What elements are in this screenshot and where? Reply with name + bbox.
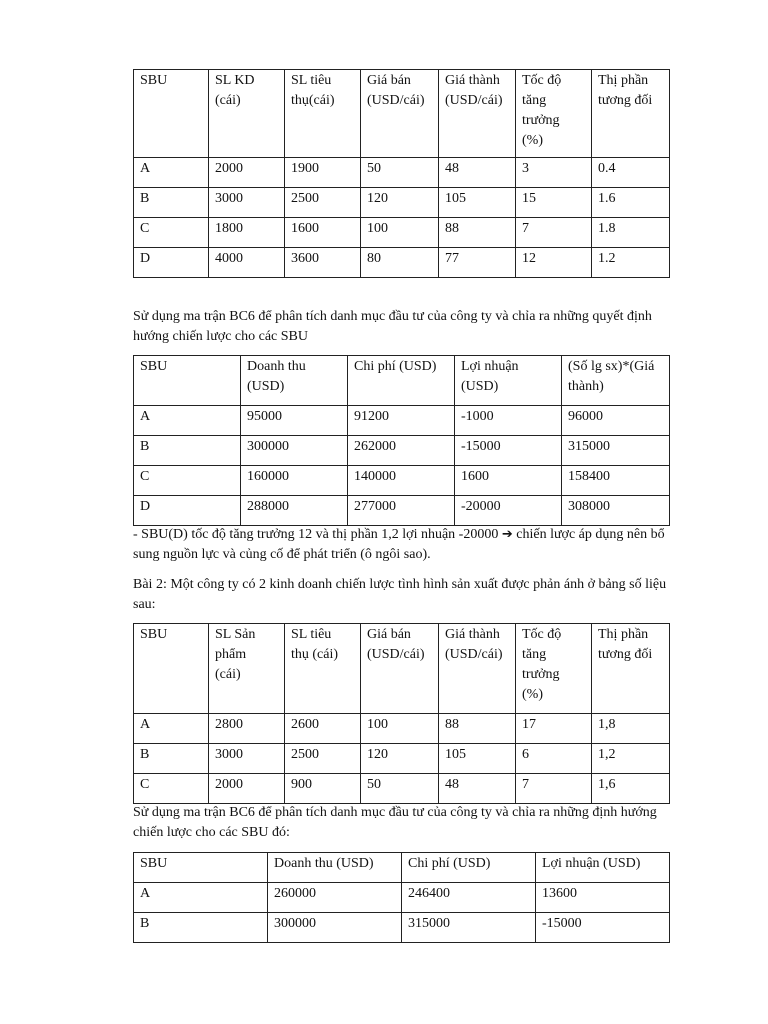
table-cell: 158400 (562, 466, 670, 496)
table-cell: 308000 (562, 496, 670, 526)
header-cell: Chi phí (USD) (348, 356, 455, 406)
table-cell: C (134, 218, 209, 248)
table-cell: 246400 (402, 883, 536, 913)
table-cell: A (134, 714, 209, 744)
table-cell: 12 (516, 248, 592, 278)
table-cell: 3000 (209, 744, 285, 774)
header-cell: SBU (134, 70, 209, 158)
table-cell: 300000 (268, 913, 402, 943)
table-cell: -15000 (455, 436, 562, 466)
table-cell: 2800 (209, 714, 285, 744)
table-cell: 315000 (402, 913, 536, 943)
table-cell: 1600 (455, 466, 562, 496)
table-cell: B (134, 188, 209, 218)
table-cell: B (134, 436, 241, 466)
table-cell: 140000 (348, 466, 455, 496)
table-cell: 80 (361, 248, 439, 278)
table-cell: 0.4 (592, 158, 670, 188)
header-cell: Thị phần tương đối (592, 70, 670, 158)
sbu-financial-table-2 (133, 852, 670, 943)
table-row (134, 714, 670, 744)
table-cell: 7 (516, 218, 592, 248)
table-cell: D (134, 248, 209, 278)
header-cell: Giá thành (USD/cái) (439, 70, 516, 158)
table-header-row (134, 853, 670, 883)
table-cell: 1,6 (592, 774, 670, 804)
table-cell: 50 (361, 774, 439, 804)
table-cell: 96000 (562, 406, 670, 436)
table-cell: 1900 (285, 158, 361, 188)
header-cell: SBU (134, 356, 241, 406)
table-cell: 120 (361, 188, 439, 218)
table-cell: 105 (439, 188, 516, 218)
table-row (134, 744, 670, 774)
header-cell: Tốc độ tăng trưởng (%) (516, 624, 592, 714)
table-cell: 1600 (285, 218, 361, 248)
table-row (134, 188, 670, 218)
header-cell: SBU (134, 624, 209, 714)
header-cell: SL KD (cái) (209, 70, 285, 158)
table-row (134, 913, 670, 943)
table-cell: 2500 (285, 744, 361, 774)
table-cell: A (134, 406, 241, 436)
table-cell: -1000 (455, 406, 562, 436)
note-text-continued: chiến lược áp dụng nên bổ sung nguồn lực và củng cố để phát triển (ô ngôi sao). (133, 527, 665, 562)
header-cell: Tốc độ tăng trưởng (%) (516, 70, 592, 158)
paragraph-exercise-2: Bài 2: Một công ty có 2 kinh doanh chiến lược tình hình sản xuất được phản ánh ở bảng số liệu sau: (133, 577, 667, 612)
header-cell: Doanh thu (USD) (241, 356, 348, 406)
sbu-financial-table-1 (133, 355, 670, 526)
table-row (134, 406, 670, 436)
header-cell: Lợi nhuận (USD) (455, 356, 562, 406)
table-cell: 77 (439, 248, 516, 278)
header-cell: SL Sản phẩm (cái) (209, 624, 285, 714)
table-cell: A (134, 158, 209, 188)
table-cell: 6 (516, 744, 592, 774)
table-cell: 300000 (241, 436, 348, 466)
table-cell: 1,2 (592, 744, 670, 774)
table-cell: 1,8 (592, 714, 670, 744)
table-header-row (134, 70, 670, 158)
table-cell: C (134, 466, 241, 496)
table-cell: 48 (439, 158, 516, 188)
header-cell: Chi phí (USD) (402, 853, 536, 883)
table-cell: -20000 (455, 496, 562, 526)
table-cell: 105 (439, 744, 516, 774)
table-cell: 2600 (285, 714, 361, 744)
table-cell: 50 (361, 158, 439, 188)
table-row (134, 248, 670, 278)
table-cell: 315000 (562, 436, 670, 466)
table-cell: 1800 (209, 218, 285, 248)
table-header-row (134, 624, 670, 714)
table-cell: 88 (439, 218, 516, 248)
paragraph-bc6-instruction-2: Sử dụng ma trận BC6 để phân tích danh mục đầu tư của công ty và chỉa ra những định hướng chiến lược cho các SBU đó: (133, 805, 657, 840)
table-cell: 13600 (536, 883, 670, 913)
table-cell: 3000 (209, 188, 285, 218)
table-row (134, 436, 670, 466)
table-cell: 15 (516, 188, 592, 218)
table-cell: 900 (285, 774, 361, 804)
table-cell: 1.6 (592, 188, 670, 218)
note-text: - SBU(D) tốc độ tăng trưởng 12 và thị phần 1,2 lợi nhuận -20000 (133, 527, 502, 542)
table-row (134, 774, 670, 804)
table-cell: 2500 (285, 188, 361, 218)
table-cell: 3600 (285, 248, 361, 278)
table-cell: 95000 (241, 406, 348, 436)
header-cell: SL tiêu thụ(cái) (285, 70, 361, 158)
header-cell: Thị phần tương đối (592, 624, 670, 714)
sbu-production-table-1 (133, 69, 670, 278)
header-cell: SBU (134, 853, 268, 883)
table-cell: 120 (361, 744, 439, 774)
table-cell: A (134, 883, 268, 913)
header-cell: (Số lg sx)*(Giá thành) (562, 356, 670, 406)
table-cell: B (134, 913, 268, 943)
table-row (134, 466, 670, 496)
table-row (134, 496, 670, 526)
table-cell: 100 (361, 714, 439, 744)
table-cell: D (134, 496, 241, 526)
table-cell: 262000 (348, 436, 455, 466)
table-cell: 48 (439, 774, 516, 804)
table-cell: 7 (516, 774, 592, 804)
analysis-note (133, 525, 673, 565)
table-cell: B (134, 744, 209, 774)
table-row (134, 158, 670, 188)
header-cell: Giá thành (USD/cái) (439, 624, 516, 714)
table-cell: 288000 (241, 496, 348, 526)
header-cell: Giá bán (USD/cái) (361, 624, 439, 714)
table-cell: 2000 (209, 158, 285, 188)
table-cell: 1.2 (592, 248, 670, 278)
table-header-row (134, 356, 670, 406)
table-cell: 2000 (209, 774, 285, 804)
table-cell: 91200 (348, 406, 455, 436)
header-cell: Lợi nhuận (USD) (536, 853, 670, 883)
table-cell: 260000 (268, 883, 402, 913)
table-cell: 17 (516, 714, 592, 744)
table-row (134, 218, 670, 248)
table-cell: 1.8 (592, 218, 670, 248)
table-cell: 3 (516, 158, 592, 188)
table-cell: 277000 (348, 496, 455, 526)
header-cell: Giá bán (USD/cái) (361, 70, 439, 158)
table-cell: 4000 (209, 248, 285, 278)
header-cell: Doanh thu (USD) (268, 853, 402, 883)
table-cell: 88 (439, 714, 516, 744)
table-cell: 160000 (241, 466, 348, 496)
table-cell: 100 (361, 218, 439, 248)
table-cell: C (134, 774, 209, 804)
sbu-production-table-2 (133, 623, 670, 804)
arrow-right-icon: ➔ (501, 527, 513, 542)
paragraph-bc6-instruction-1: Sử dụng ma trận BC6 để phân tích danh mục đầu tư của công ty và chỉa ra những quyết định hướng chiến lược cho các SBU (133, 309, 652, 344)
table-cell: -15000 (536, 913, 670, 943)
header-cell: SL tiêu thụ (cái) (285, 624, 361, 714)
table-row (134, 883, 670, 913)
